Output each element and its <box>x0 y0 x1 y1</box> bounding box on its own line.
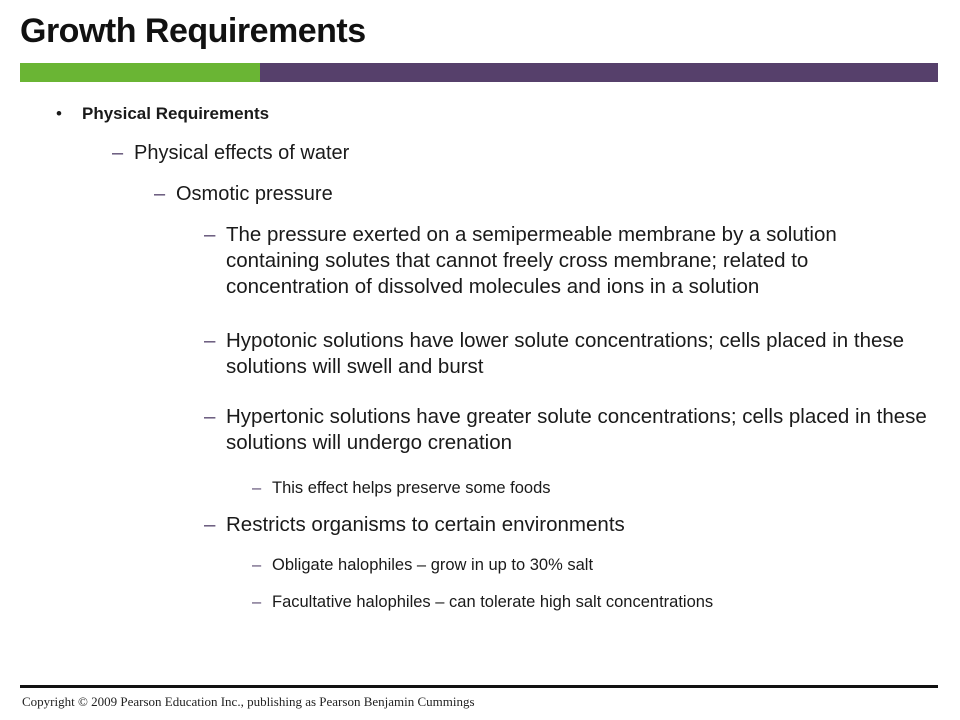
bullet-marker: • <box>56 104 62 123</box>
bullet-osmotic-pressure <box>154 182 916 208</box>
bullet-hypertonic-solutions <box>204 404 928 456</box>
bullet-facultative-halophiles <box>252 592 922 613</box>
bullet-text: Hypertonic solutions have greater solute concentrations; cells placed in these solutions will undergo crenation <box>226 405 927 455</box>
bullet-marker: – <box>252 479 262 497</box>
bullet-text: Physical effects of water <box>134 142 350 164</box>
footer-divider <box>20 685 938 688</box>
bullet-hypotonic-solutions <box>204 328 928 380</box>
bullet-text: Obligate halophiles – grow in up to 30% salt <box>272 556 594 574</box>
bullet-text: Physical Requirements <box>82 104 270 123</box>
bullet-text: The pressure exerted on a semipermeable membrane by a solution containing solutes that cannot freely cross membrane; related to concentration of dissolved molecules and ions in a solution <box>226 223 837 299</box>
copyright-notice: Copyright © 2009 Pearson Education Inc., publishing as Pearson Benjamin Cummings <box>22 694 475 709</box>
bullet-marker: – <box>204 405 216 428</box>
bullet-marker: – <box>154 183 166 205</box>
bullet-marker: – <box>112 142 124 164</box>
bullet-physical-effects-of-water <box>112 141 914 167</box>
bullet-text: Restricts organisms to certain environments <box>226 513 625 536</box>
bullet-physical-requirements <box>56 103 902 125</box>
bullet-marker: – <box>252 556 262 574</box>
bullet-osmotic-pressure-definition <box>204 222 928 301</box>
slide-title: Growth Requirements <box>20 12 366 50</box>
bullet-marker: – <box>204 329 216 352</box>
bullet-marker: – <box>204 223 216 246</box>
bullet-restricts-organisms <box>204 512 928 538</box>
bullet-text: Hypotonic solutions have lower solute concentrations; cells placed in these solutions will swell and burst <box>226 329 905 379</box>
bullet-text: Facultative halophiles – can tolerate high salt concentrations <box>272 593 714 611</box>
bullet-obligate-halophiles <box>252 555 922 576</box>
bullet-marker: – <box>252 593 262 611</box>
bullet-text: Osmotic pressure <box>176 183 333 205</box>
bullet-marker: – <box>204 513 216 536</box>
bullet-text: This effect helps preserve some foods <box>272 479 551 497</box>
bullet-preserve-foods <box>252 478 922 499</box>
